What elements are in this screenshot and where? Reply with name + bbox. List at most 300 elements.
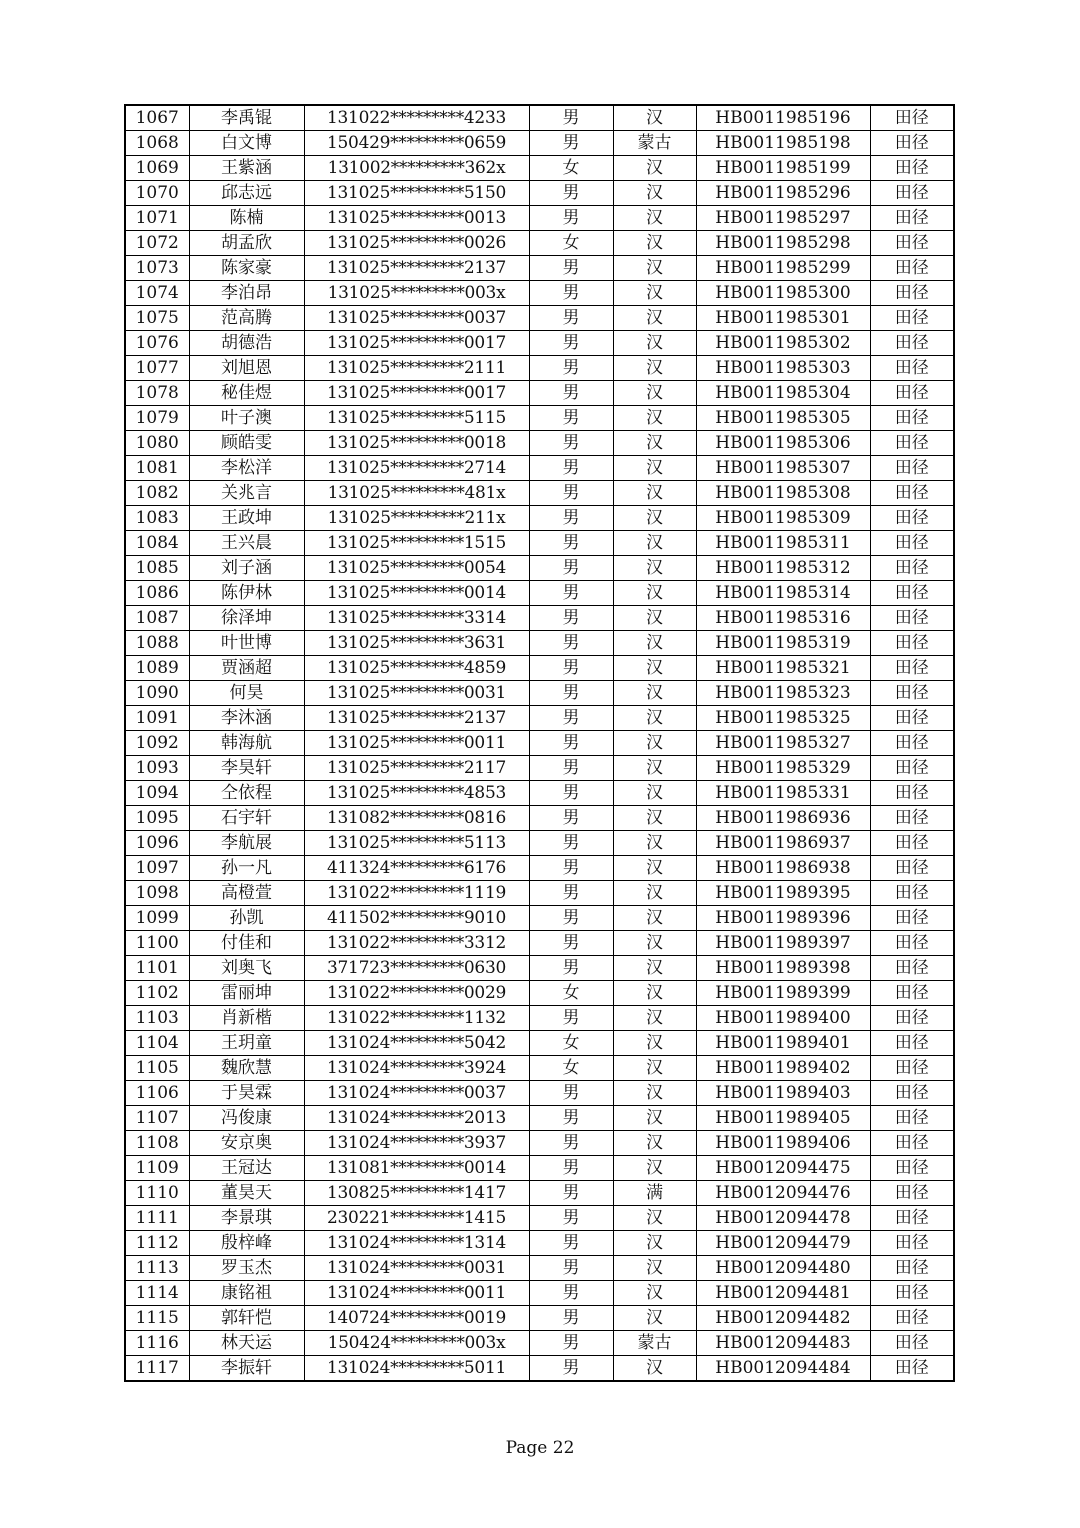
id-number-cell: 131024*********3937 — [304, 1131, 529, 1156]
gender-cell: 男 — [529, 606, 613, 631]
sport-cell: 田径 — [870, 1106, 954, 1131]
registration-code-cell: HB0011985303 — [696, 356, 870, 381]
serial-number-cell: 1084 — [125, 531, 189, 556]
ethnicity-cell: 汉 — [613, 506, 696, 531]
table-row — [125, 606, 954, 631]
gender-cell: 男 — [529, 506, 613, 531]
serial-number-cell: 1078 — [125, 381, 189, 406]
name-cell: 韩海航 — [189, 731, 304, 756]
gender-cell: 男 — [529, 381, 613, 406]
serial-number-cell: 1077 — [125, 356, 189, 381]
id-number-cell: 131025*********5113 — [304, 831, 529, 856]
serial-number-cell: 1111 — [125, 1206, 189, 1231]
gender-cell: 男 — [529, 1081, 613, 1106]
registration-code-cell: HB0011985298 — [696, 231, 870, 256]
ethnicity-cell: 汉 — [613, 431, 696, 456]
sport-cell: 田径 — [870, 831, 954, 856]
gender-cell: 男 — [529, 431, 613, 456]
id-number-cell: 131025*********0017 — [304, 331, 529, 356]
id-number-cell: 131024*********2013 — [304, 1106, 529, 1131]
serial-number-cell: 1068 — [125, 131, 189, 156]
gender-cell: 男 — [529, 681, 613, 706]
serial-number-cell: 1071 — [125, 206, 189, 231]
gender-cell: 男 — [529, 206, 613, 231]
ethnicity-cell: 汉 — [613, 306, 696, 331]
ethnicity-cell: 汉 — [613, 1156, 696, 1181]
registration-code-cell: HB0011985307 — [696, 456, 870, 481]
registration-code-cell: HB0011986937 — [696, 831, 870, 856]
gender-cell: 男 — [529, 756, 613, 781]
ethnicity-cell: 汉 — [613, 531, 696, 556]
id-number-cell: 131025*********4859 — [304, 656, 529, 681]
sport-cell: 田径 — [870, 1131, 954, 1156]
name-cell: 王兴晨 — [189, 531, 304, 556]
id-number-cell: 131025*********0054 — [304, 556, 529, 581]
name-cell: 肖新楷 — [189, 1006, 304, 1031]
sport-cell: 田径 — [870, 1306, 954, 1331]
serial-number-cell: 1113 — [125, 1256, 189, 1281]
sport-cell: 田径 — [870, 1031, 954, 1056]
sport-cell: 田径 — [870, 606, 954, 631]
ethnicity-cell: 汉 — [613, 656, 696, 681]
registration-code-cell: HB0011985305 — [696, 406, 870, 431]
serial-number-cell: 1093 — [125, 756, 189, 781]
registration-code-cell: HB0011986938 — [696, 856, 870, 881]
sport-cell: 田径 — [870, 906, 954, 931]
table-row — [125, 1131, 954, 1156]
name-cell: 李景琪 — [189, 1206, 304, 1231]
table-row — [125, 931, 954, 956]
gender-cell: 男 — [529, 906, 613, 931]
serial-number-cell: 1104 — [125, 1031, 189, 1056]
registration-code-cell: HB0011985321 — [696, 656, 870, 681]
table-row — [125, 581, 954, 606]
table-row — [125, 131, 954, 156]
name-cell: 于昊霖 — [189, 1081, 304, 1106]
sport-cell: 田径 — [870, 706, 954, 731]
serial-number-cell: 1085 — [125, 556, 189, 581]
gender-cell: 男 — [529, 1356, 613, 1382]
gender-cell: 男 — [529, 406, 613, 431]
table-row — [125, 631, 954, 656]
id-number-cell: 131025*********1515 — [304, 531, 529, 556]
sport-cell: 田径 — [870, 1206, 954, 1231]
ethnicity-cell: 汉 — [613, 181, 696, 206]
gender-cell: 男 — [529, 356, 613, 381]
id-number-cell: 131022*********0029 — [304, 981, 529, 1006]
ethnicity-cell: 汉 — [613, 1081, 696, 1106]
id-number-cell: 131025*********2137 — [304, 706, 529, 731]
ethnicity-cell: 汉 — [613, 256, 696, 281]
gender-cell: 男 — [529, 531, 613, 556]
id-number-cell: 131025*********3631 — [304, 631, 529, 656]
table-row — [125, 431, 954, 456]
ethnicity-cell: 汉 — [613, 456, 696, 481]
ethnicity-cell: 汉 — [613, 981, 696, 1006]
registration-code-cell: HB0011989400 — [696, 1006, 870, 1031]
sport-cell: 田径 — [870, 481, 954, 506]
sport-cell: 田径 — [870, 381, 954, 406]
table-row — [125, 1281, 954, 1306]
sport-cell: 田径 — [870, 806, 954, 831]
name-cell: 白文博 — [189, 131, 304, 156]
table-row — [125, 1006, 954, 1031]
sport-cell: 田径 — [870, 431, 954, 456]
sport-cell: 田径 — [870, 156, 954, 181]
id-number-cell: 131025*********0013 — [304, 206, 529, 231]
gender-cell: 男 — [529, 881, 613, 906]
serial-number-cell: 1073 — [125, 256, 189, 281]
table-row — [125, 1206, 954, 1231]
id-number-cell: 131024*********5011 — [304, 1356, 529, 1382]
name-cell: 冯俊康 — [189, 1106, 304, 1131]
registration-code-cell: HB0011985199 — [696, 156, 870, 181]
id-number-cell: 131025*********0011 — [304, 731, 529, 756]
serial-number-cell: 1108 — [125, 1131, 189, 1156]
registration-code-cell: HB0011989397 — [696, 931, 870, 956]
name-cell: 安京奥 — [189, 1131, 304, 1156]
table-row — [125, 531, 954, 556]
registration-code-cell: HB0012094481 — [696, 1281, 870, 1306]
sport-cell: 田径 — [870, 1356, 954, 1382]
sport-cell: 田径 — [870, 656, 954, 681]
sport-cell: 田径 — [870, 531, 954, 556]
id-number-cell: 411324*********6176 — [304, 856, 529, 881]
serial-number-cell: 1099 — [125, 906, 189, 931]
id-number-cell: 131024*********0037 — [304, 1081, 529, 1106]
id-number-cell: 131025*********0017 — [304, 381, 529, 406]
serial-number-cell: 1105 — [125, 1056, 189, 1081]
name-cell: 李振轩 — [189, 1356, 304, 1382]
table-row — [125, 831, 954, 856]
gender-cell: 女 — [529, 1056, 613, 1081]
id-number-cell: 131022*********3312 — [304, 931, 529, 956]
id-number-cell: 150424*********003x — [304, 1331, 529, 1356]
gender-cell: 男 — [529, 1281, 613, 1306]
name-cell: 何昊 — [189, 681, 304, 706]
ethnicity-cell: 汉 — [613, 681, 696, 706]
name-cell: 王紫涵 — [189, 156, 304, 181]
ethnicity-cell: 汉 — [613, 781, 696, 806]
id-number-cell: 131025*********0014 — [304, 581, 529, 606]
id-number-cell: 131024*********3924 — [304, 1056, 529, 1081]
ethnicity-cell: 汉 — [613, 1231, 696, 1256]
ethnicity-cell: 汉 — [613, 1256, 696, 1281]
table-row — [125, 706, 954, 731]
id-number-cell: 131025*********481x — [304, 481, 529, 506]
registration-code-cell: HB0011985198 — [696, 131, 870, 156]
sport-cell: 田径 — [870, 331, 954, 356]
serial-number-cell: 1109 — [125, 1156, 189, 1181]
table-row — [125, 306, 954, 331]
registration-code-cell: HB0011985302 — [696, 331, 870, 356]
registration-code-cell: HB0011985301 — [696, 306, 870, 331]
registration-code-cell: HB0011985323 — [696, 681, 870, 706]
registration-code-cell: HB0011985196 — [696, 105, 870, 131]
ethnicity-cell: 汉 — [613, 206, 696, 231]
serial-number-cell: 1079 — [125, 406, 189, 431]
name-cell: 郭轩恺 — [189, 1306, 304, 1331]
name-cell: 王政坤 — [189, 506, 304, 531]
serial-number-cell: 1092 — [125, 731, 189, 756]
registration-code-cell: HB0011989401 — [696, 1031, 870, 1056]
registration-code-cell: HB0011989405 — [696, 1106, 870, 1131]
name-cell: 顾皓雯 — [189, 431, 304, 456]
serial-number-cell: 1083 — [125, 506, 189, 531]
serial-number-cell: 1075 — [125, 306, 189, 331]
serial-number-cell: 1069 — [125, 156, 189, 181]
registration-code-cell: HB0011985316 — [696, 606, 870, 631]
registration-code-cell: HB0011985314 — [696, 581, 870, 606]
registration-code-cell: HB0011985312 — [696, 556, 870, 581]
serial-number-cell: 1107 — [125, 1106, 189, 1131]
name-cell: 李航展 — [189, 831, 304, 856]
serial-number-cell: 1086 — [125, 581, 189, 606]
table-row — [125, 1056, 954, 1081]
serial-number-cell: 1095 — [125, 806, 189, 831]
ethnicity-cell: 汉 — [613, 331, 696, 356]
serial-number-cell: 1102 — [125, 981, 189, 1006]
id-number-cell: 411502*********9010 — [304, 906, 529, 931]
sport-cell: 田径 — [870, 356, 954, 381]
serial-number-cell: 1067 — [125, 105, 189, 131]
sport-cell: 田径 — [870, 456, 954, 481]
sport-cell: 田径 — [870, 981, 954, 1006]
id-number-cell: 131025*********3314 — [304, 606, 529, 631]
id-number-cell: 131024*********0011 — [304, 1281, 529, 1306]
name-cell: 康铭祖 — [189, 1281, 304, 1306]
name-cell: 胡孟欣 — [189, 231, 304, 256]
sport-cell: 田径 — [870, 1056, 954, 1081]
sport-cell: 田径 — [870, 681, 954, 706]
name-cell: 仝依程 — [189, 781, 304, 806]
ethnicity-cell: 汉 — [613, 1306, 696, 1331]
ethnicity-cell: 汉 — [613, 806, 696, 831]
name-cell: 陈楠 — [189, 206, 304, 231]
table-row — [125, 1256, 954, 1281]
table-row — [125, 231, 954, 256]
name-cell: 王玥童 — [189, 1031, 304, 1056]
name-cell: 叶世博 — [189, 631, 304, 656]
table-row — [125, 356, 954, 381]
table-row — [125, 1181, 954, 1206]
id-number-cell: 131025*********003x — [304, 281, 529, 306]
id-number-cell: 131002*********362x — [304, 156, 529, 181]
gender-cell: 男 — [529, 806, 613, 831]
gender-cell: 男 — [529, 556, 613, 581]
registration-code-cell: HB0012094482 — [696, 1306, 870, 1331]
gender-cell: 女 — [529, 1031, 613, 1056]
name-cell: 刘奥飞 — [189, 956, 304, 981]
ethnicity-cell: 汉 — [613, 931, 696, 956]
gender-cell: 男 — [529, 581, 613, 606]
ethnicity-cell: 汉 — [613, 381, 696, 406]
gender-cell: 男 — [529, 456, 613, 481]
name-cell: 贾涵超 — [189, 656, 304, 681]
ethnicity-cell: 汉 — [613, 556, 696, 581]
gender-cell: 男 — [529, 181, 613, 206]
ethnicity-cell: 汉 — [613, 581, 696, 606]
registration-code-cell: HB0011985297 — [696, 206, 870, 231]
gender-cell: 男 — [529, 1256, 613, 1281]
name-cell: 李昊轩 — [189, 756, 304, 781]
name-cell: 石宇轩 — [189, 806, 304, 831]
ethnicity-cell: 汉 — [613, 856, 696, 881]
gender-cell: 男 — [529, 1006, 613, 1031]
sport-cell: 田径 — [870, 256, 954, 281]
ethnicity-cell: 汉 — [613, 1281, 696, 1306]
ethnicity-cell: 汉 — [613, 606, 696, 631]
serial-number-cell: 1116 — [125, 1331, 189, 1356]
id-number-cell: 131022*********1119 — [304, 881, 529, 906]
registration-code-cell: HB0011989402 — [696, 1056, 870, 1081]
name-cell: 林天运 — [189, 1331, 304, 1356]
ethnicity-cell: 汉 — [613, 1006, 696, 1031]
ethnicity-cell: 汉 — [613, 1031, 696, 1056]
name-cell: 陈家豪 — [189, 256, 304, 281]
id-number-cell: 131082*********0816 — [304, 806, 529, 831]
serial-number-cell: 1091 — [125, 706, 189, 731]
gender-cell: 男 — [529, 1131, 613, 1156]
serial-number-cell: 1097 — [125, 856, 189, 881]
registration-code-cell: HB0012094476 — [696, 1181, 870, 1206]
id-number-cell: 371723*********0630 — [304, 956, 529, 981]
name-cell: 王冠达 — [189, 1156, 304, 1181]
sport-cell: 田径 — [870, 406, 954, 431]
name-cell: 李松洋 — [189, 456, 304, 481]
table-row — [125, 406, 954, 431]
name-cell: 徐泽坤 — [189, 606, 304, 631]
registration-code-cell: HB0011985329 — [696, 756, 870, 781]
gender-cell: 男 — [529, 256, 613, 281]
serial-number-cell: 1087 — [125, 606, 189, 631]
registration-code-cell: HB0012094483 — [696, 1331, 870, 1356]
name-cell: 魏欣慧 — [189, 1056, 304, 1081]
name-cell: 李沐涵 — [189, 706, 304, 731]
ethnicity-cell: 汉 — [613, 231, 696, 256]
table-row — [125, 556, 954, 581]
ethnicity-cell: 汉 — [613, 756, 696, 781]
id-number-cell: 150429*********0659 — [304, 131, 529, 156]
ethnicity-cell: 汉 — [613, 731, 696, 756]
sport-cell: 田径 — [870, 506, 954, 531]
id-number-cell: 131025*********2117 — [304, 756, 529, 781]
registration-code-cell: HB0011989403 — [696, 1081, 870, 1106]
id-number-cell: 131024*********1314 — [304, 1231, 529, 1256]
table-row — [125, 506, 954, 531]
table-row — [125, 1081, 954, 1106]
name-cell: 刘旭恩 — [189, 356, 304, 381]
serial-number-cell: 1117 — [125, 1356, 189, 1382]
id-number-cell: 131025*********0037 — [304, 306, 529, 331]
table-row — [125, 156, 954, 181]
registration-code-cell: HB0011989406 — [696, 1131, 870, 1156]
registration-code-cell: HB0012094480 — [696, 1256, 870, 1281]
sport-cell: 田径 — [870, 856, 954, 881]
gender-cell: 男 — [529, 1331, 613, 1356]
serial-number-cell: 1080 — [125, 431, 189, 456]
gender-cell: 男 — [529, 105, 613, 131]
sport-cell: 田径 — [870, 781, 954, 806]
gender-cell: 女 — [529, 231, 613, 256]
table-row — [125, 1106, 954, 1131]
serial-number-cell: 1070 — [125, 181, 189, 206]
serial-number-cell: 1094 — [125, 781, 189, 806]
table-row — [125, 1306, 954, 1331]
sport-cell: 田径 — [870, 131, 954, 156]
gender-cell: 男 — [529, 731, 613, 756]
id-number-cell: 131025*********0018 — [304, 431, 529, 456]
sport-cell: 田径 — [870, 181, 954, 206]
gender-cell: 男 — [529, 131, 613, 156]
id-number-cell: 131025*********2111 — [304, 356, 529, 381]
serial-number-cell: 1106 — [125, 1081, 189, 1106]
serial-number-cell: 1076 — [125, 331, 189, 356]
name-cell: 殷梓峰 — [189, 1231, 304, 1256]
table-row — [125, 781, 954, 806]
serial-number-cell: 1096 — [125, 831, 189, 856]
serial-number-cell: 1100 — [125, 931, 189, 956]
table-row — [125, 456, 954, 481]
name-cell: 李泊昂 — [189, 281, 304, 306]
name-cell: 董昊天 — [189, 1181, 304, 1206]
gender-cell: 男 — [529, 331, 613, 356]
sport-cell: 田径 — [870, 231, 954, 256]
serial-number-cell: 1101 — [125, 956, 189, 981]
table-row — [125, 881, 954, 906]
serial-number-cell: 1072 — [125, 231, 189, 256]
registration-code-cell: HB0011989395 — [696, 881, 870, 906]
sport-cell: 田径 — [870, 756, 954, 781]
sport-cell: 田径 — [870, 1231, 954, 1256]
gender-cell: 男 — [529, 1306, 613, 1331]
registration-code-cell: HB0012094478 — [696, 1206, 870, 1231]
name-cell: 胡德浩 — [189, 331, 304, 356]
table-row — [125, 856, 954, 881]
table-row — [125, 806, 954, 831]
registration-code-cell: HB0011985304 — [696, 381, 870, 406]
ethnicity-cell: 汉 — [613, 1356, 696, 1382]
table-row — [125, 1031, 954, 1056]
sport-cell: 田径 — [870, 206, 954, 231]
table-row — [125, 981, 954, 1006]
ethnicity-cell: 蒙古 — [613, 131, 696, 156]
gender-cell: 男 — [529, 631, 613, 656]
table-row — [125, 731, 954, 756]
id-number-cell: 131024*********5042 — [304, 1031, 529, 1056]
id-number-cell: 131024*********0031 — [304, 1256, 529, 1281]
ethnicity-cell: 汉 — [613, 481, 696, 506]
ethnicity-cell: 汉 — [613, 906, 696, 931]
registration-code-cell: HB0011989396 — [696, 906, 870, 931]
name-cell: 范高腾 — [189, 306, 304, 331]
table-row — [125, 331, 954, 356]
registration-code-cell: HB0011985331 — [696, 781, 870, 806]
name-cell: 刘子涵 — [189, 556, 304, 581]
roster-table — [124, 104, 955, 1382]
gender-cell: 男 — [529, 831, 613, 856]
ethnicity-cell: 汉 — [613, 631, 696, 656]
id-number-cell: 140724*********0019 — [304, 1306, 529, 1331]
id-number-cell: 131025*********2137 — [304, 256, 529, 281]
serial-number-cell: 1114 — [125, 1281, 189, 1306]
table-row — [125, 906, 954, 931]
serial-number-cell: 1074 — [125, 281, 189, 306]
table-row — [125, 656, 954, 681]
table-row — [125, 105, 954, 131]
serial-number-cell: 1103 — [125, 1006, 189, 1031]
id-number-cell: 230221*********1415 — [304, 1206, 529, 1231]
